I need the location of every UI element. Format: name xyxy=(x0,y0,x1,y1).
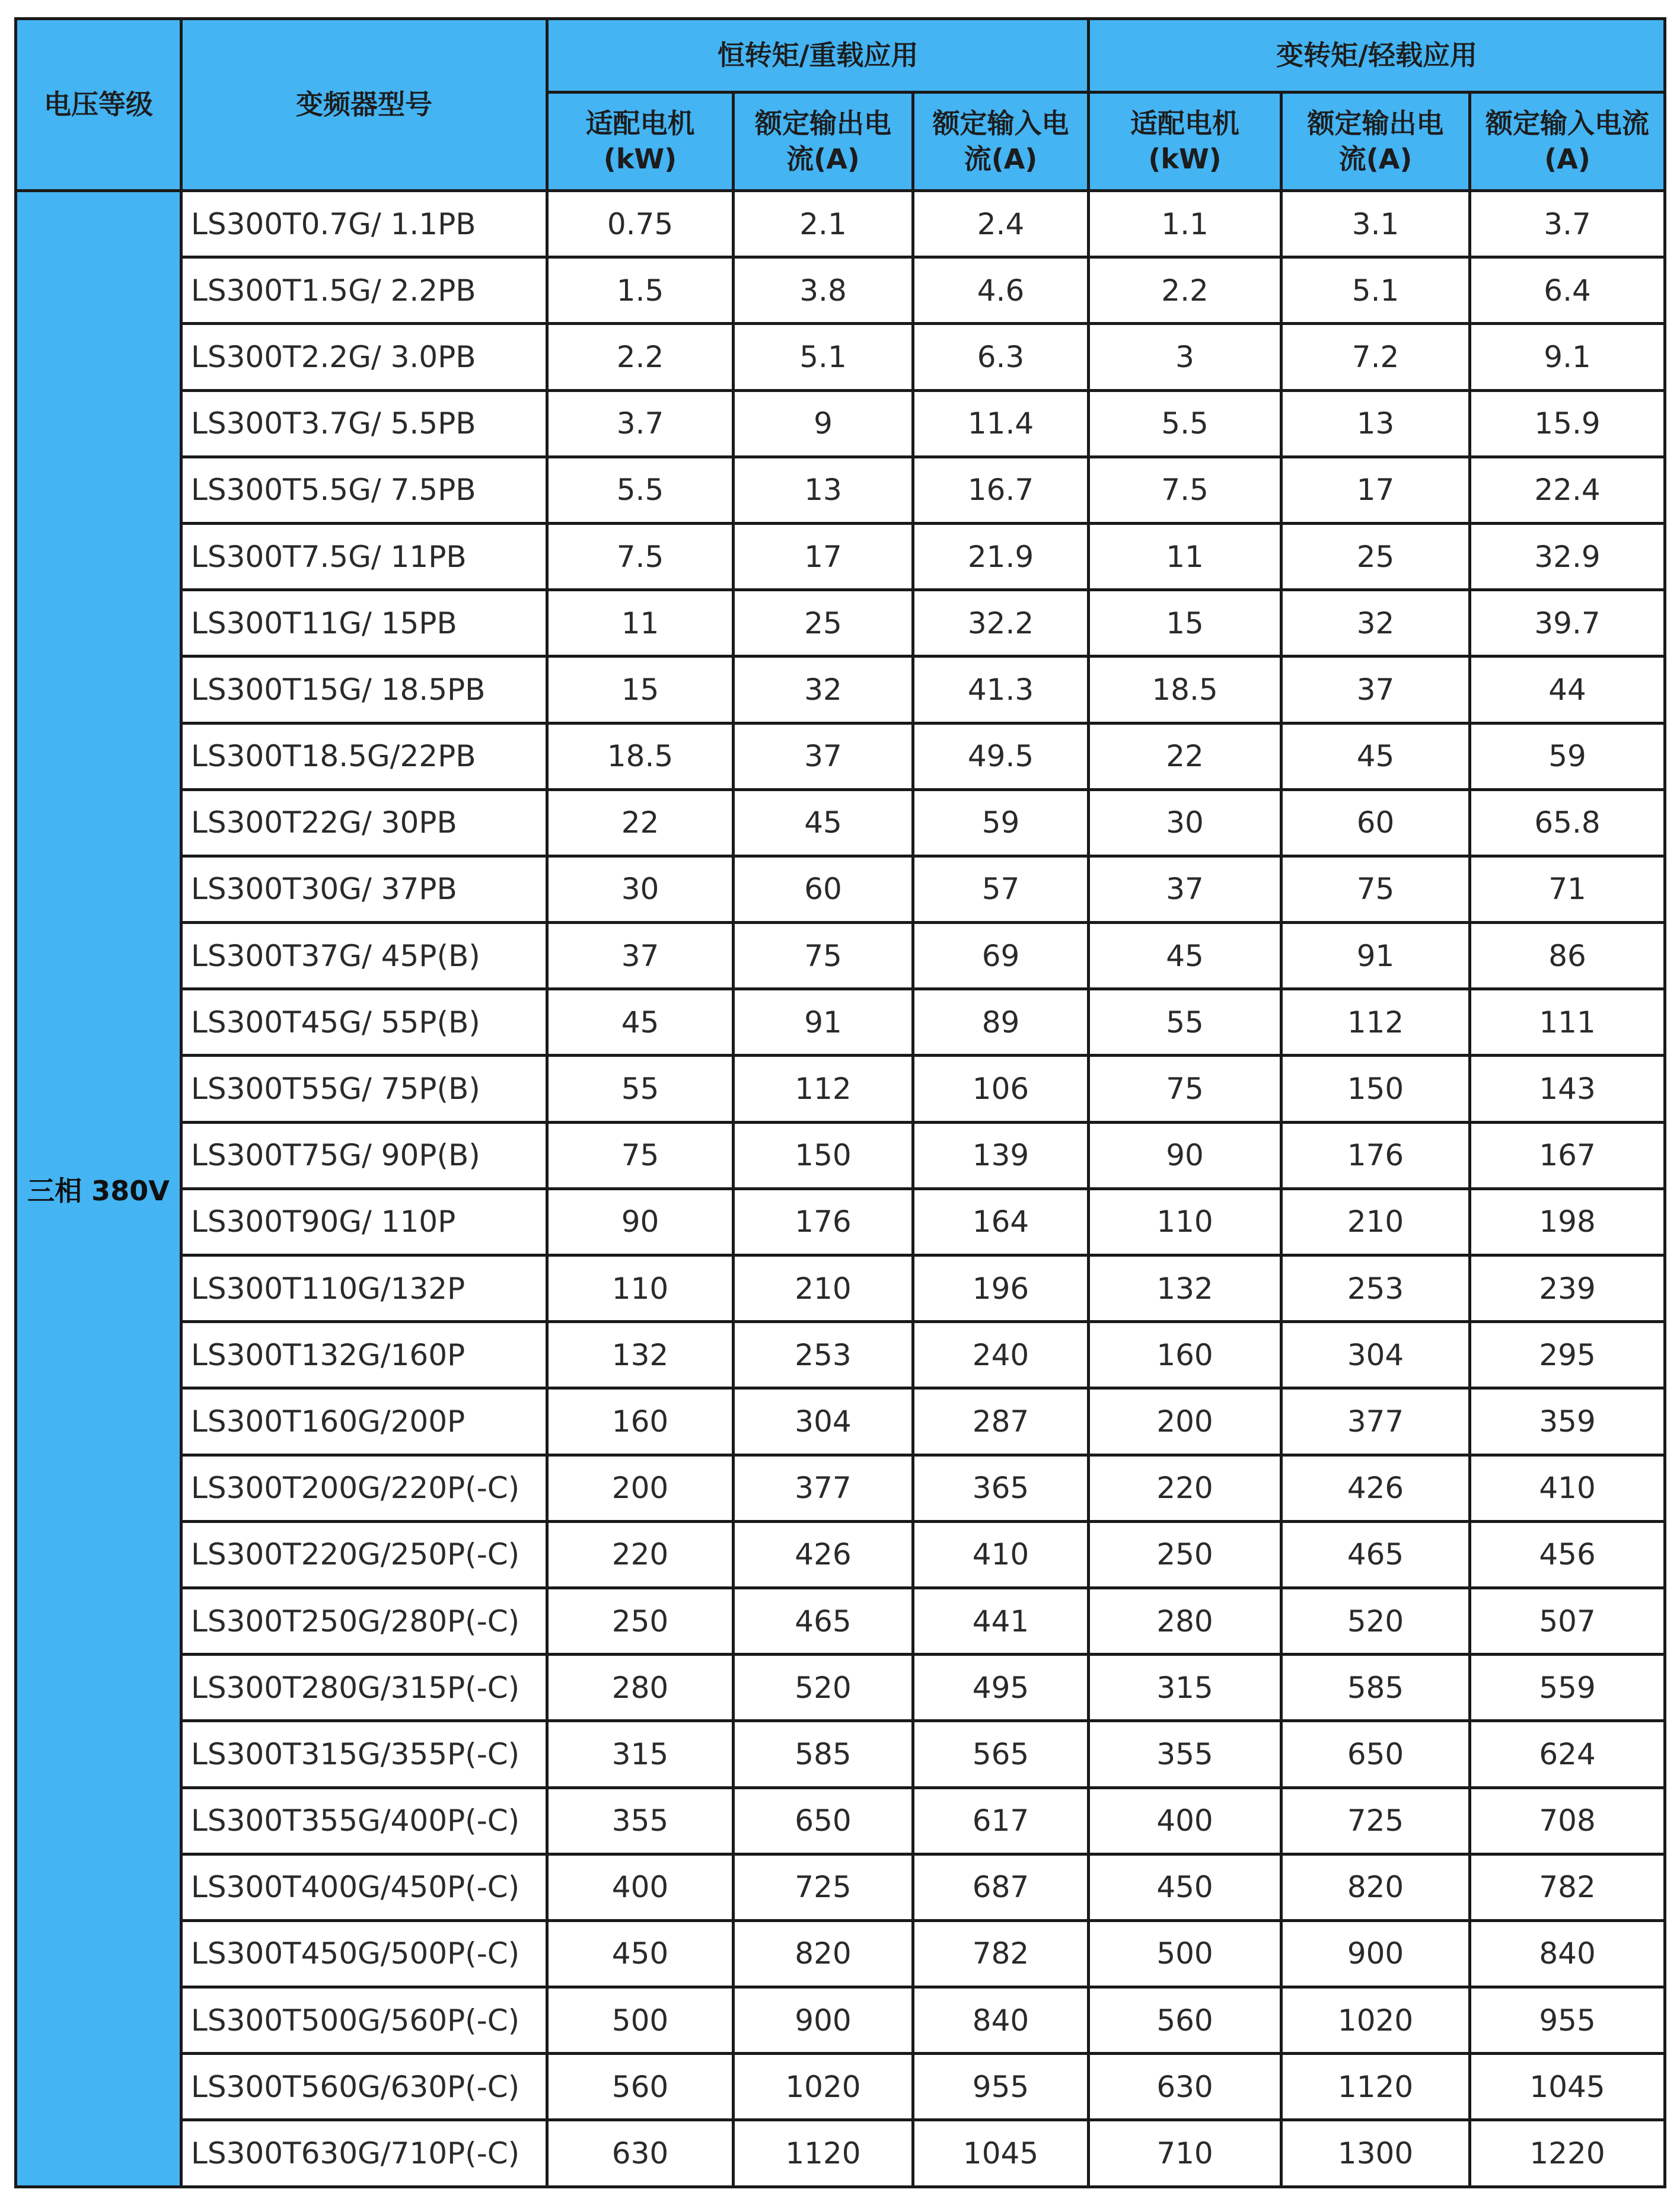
cell-model: LS300T0.7G/ 1.1PB xyxy=(181,191,547,257)
cell-heavy-output-current: 3.8 xyxy=(734,257,913,324)
cell-heavy-motor-kw: 3.7 xyxy=(547,390,734,457)
cell-light-input-current: 359 xyxy=(1470,1388,1665,1455)
cell-heavy-input-current: 49.5 xyxy=(913,723,1089,789)
cell-light-output-current: 25 xyxy=(1281,523,1470,589)
cell-light-motor-kw: 630 xyxy=(1089,2054,1281,2120)
table-row xyxy=(16,657,1665,723)
cell-model: LS300T560G/630P(-C) xyxy=(181,2054,547,2120)
cell-heavy-motor-kw: 30 xyxy=(547,856,734,922)
cell-heavy-output-current: 304 xyxy=(734,1388,913,1455)
table-row xyxy=(16,1854,1665,1920)
cell-model: LS300T90G/ 110P xyxy=(181,1188,547,1255)
cell-heavy-motor-kw: 132 xyxy=(547,1322,734,1388)
cell-heavy-input-current: 441 xyxy=(913,1588,1089,1654)
cell-light-motor-kw: 75 xyxy=(1089,1056,1281,1122)
cell-heavy-input-current: 6.3 xyxy=(913,324,1089,390)
cell-light-input-current: 59 xyxy=(1470,723,1665,789)
header-group-heavy: 恒转矩/重载应用 xyxy=(547,19,1089,93)
cell-light-output-current: 210 xyxy=(1281,1188,1470,1255)
cell-light-motor-kw: 250 xyxy=(1089,1521,1281,1588)
cell-light-output-current: 900 xyxy=(1281,1920,1470,1987)
cell-heavy-output-current: 17 xyxy=(734,523,913,589)
cell-heavy-motor-kw: 2.2 xyxy=(547,324,734,390)
header-heavy-output-current xyxy=(734,93,913,191)
cell-light-motor-kw: 3 xyxy=(1089,324,1281,390)
cell-light-motor-kw: 315 xyxy=(1089,1655,1281,1721)
cell-heavy-output-current: 465 xyxy=(734,1588,913,1654)
cell-heavy-output-current: 32 xyxy=(734,657,913,723)
cell-heavy-output-current: 37 xyxy=(734,723,913,789)
header-heavy-input-line2: 流(A) xyxy=(964,142,1038,175)
cell-heavy-motor-kw: 22 xyxy=(547,789,734,856)
cell-light-input-current: 782 xyxy=(1470,1854,1665,1920)
cell-light-motor-kw: 710 xyxy=(1089,2120,1281,2187)
cell-light-motor-kw: 37 xyxy=(1089,856,1281,922)
header-heavy-output-line1: 额定输出电 xyxy=(755,107,891,139)
cell-model: LS300T30G/ 37PB xyxy=(181,856,547,922)
cell-light-input-current: 44 xyxy=(1470,657,1665,723)
cell-light-input-current: 559 xyxy=(1470,1655,1665,1721)
header-voltage-level: 电压等级 xyxy=(16,19,181,191)
cell-light-output-current: 377 xyxy=(1281,1388,1470,1455)
cell-heavy-motor-kw: 0.75 xyxy=(547,191,734,257)
cell-model: LS300T11G/ 15PB xyxy=(181,590,547,657)
cell-model: LS300T37G/ 45P(B) xyxy=(181,923,547,989)
cell-heavy-input-current: 11.4 xyxy=(913,390,1089,457)
cell-light-input-current: 955 xyxy=(1470,1987,1665,2054)
cell-heavy-motor-kw: 220 xyxy=(547,1521,734,1588)
cell-heavy-output-current: 75 xyxy=(734,923,913,989)
cell-model: LS300T15G/ 18.5PB xyxy=(181,657,547,723)
cell-light-input-current: 1220 xyxy=(1470,2120,1665,2187)
table-row xyxy=(16,789,1665,856)
cell-heavy-output-current: 112 xyxy=(734,1056,913,1122)
cell-light-input-current: 239 xyxy=(1470,1255,1665,1322)
cell-light-output-current: 426 xyxy=(1281,1455,1470,1521)
table-row xyxy=(16,723,1665,789)
cell-light-input-current: 624 xyxy=(1470,1721,1665,1787)
table-row xyxy=(16,324,1665,390)
cell-heavy-input-current: 139 xyxy=(913,1122,1089,1188)
table-row xyxy=(16,523,1665,589)
cell-light-motor-kw: 500 xyxy=(1089,1920,1281,1987)
cell-heavy-output-current: 426 xyxy=(734,1521,913,1588)
cell-model: LS300T45G/ 55P(B) xyxy=(181,989,547,1056)
cell-light-input-current: 15.9 xyxy=(1470,390,1665,457)
cell-light-output-current: 465 xyxy=(1281,1521,1470,1588)
cell-model: LS300T55G/ 75P(B) xyxy=(181,1056,547,1122)
cell-model: LS300T7.5G/ 11PB xyxy=(181,523,547,589)
cell-heavy-output-current: 900 xyxy=(734,1987,913,2054)
cell-heavy-output-current: 1120 xyxy=(734,2120,913,2187)
cell-light-motor-kw: 90 xyxy=(1089,1122,1281,1188)
cell-light-input-current: 71 xyxy=(1470,856,1665,922)
cell-light-output-current: 3.1 xyxy=(1281,191,1470,257)
cell-light-motor-kw: 5.5 xyxy=(1089,390,1281,457)
cell-light-output-current: 75 xyxy=(1281,856,1470,922)
cell-light-output-current: 1300 xyxy=(1281,2120,1470,2187)
cell-heavy-output-current: 253 xyxy=(734,1322,913,1388)
cell-heavy-motor-kw: 37 xyxy=(547,923,734,989)
cell-light-motor-kw: 220 xyxy=(1089,1455,1281,1521)
table-row xyxy=(16,1521,1665,1588)
cell-heavy-output-current: 820 xyxy=(734,1920,913,1987)
cell-light-motor-kw: 132 xyxy=(1089,1255,1281,1322)
cell-heavy-output-current: 60 xyxy=(734,856,913,922)
header-light-motor xyxy=(1089,93,1281,191)
table-row xyxy=(16,989,1665,1056)
cell-heavy-motor-kw: 110 xyxy=(547,1255,734,1322)
cell-light-input-current: 39.7 xyxy=(1470,590,1665,657)
cell-light-input-current: 507 xyxy=(1470,1588,1665,1654)
cell-light-output-current: 650 xyxy=(1281,1721,1470,1787)
table-row xyxy=(16,590,1665,657)
cell-light-input-current: 22.4 xyxy=(1470,457,1665,523)
cell-light-motor-kw: 22 xyxy=(1089,723,1281,789)
table-row xyxy=(16,2120,1665,2187)
cell-heavy-motor-kw: 90 xyxy=(547,1188,734,1255)
cell-heavy-motor-kw: 1.5 xyxy=(547,257,734,324)
cell-heavy-output-current: 520 xyxy=(734,1655,913,1721)
cell-model: LS300T630G/710P(-C) xyxy=(181,2120,547,2187)
cell-light-input-current: 456 xyxy=(1470,1521,1665,1588)
cell-heavy-input-current: 16.7 xyxy=(913,457,1089,523)
cell-heavy-motor-kw: 55 xyxy=(547,1056,734,1122)
table-row xyxy=(16,1188,1665,1255)
voltage-level-cell: 三相 380V xyxy=(16,191,181,2187)
cell-model: LS300T3.7G/ 5.5PB xyxy=(181,390,547,457)
cell-heavy-output-current: 45 xyxy=(734,789,913,856)
cell-light-input-current: 840 xyxy=(1470,1920,1665,1987)
cell-heavy-output-current: 150 xyxy=(734,1122,913,1188)
cell-light-motor-kw: 400 xyxy=(1089,1787,1281,1854)
cell-light-output-current: 585 xyxy=(1281,1655,1470,1721)
table-row xyxy=(16,457,1665,523)
cell-model: LS300T220G/250P(-C) xyxy=(181,1521,547,1588)
cell-heavy-motor-kw: 250 xyxy=(547,1588,734,1654)
cell-heavy-input-current: 196 xyxy=(913,1255,1089,1322)
cell-model: LS300T450G/500P(-C) xyxy=(181,1920,547,1987)
cell-light-motor-kw: 280 xyxy=(1089,1588,1281,1654)
table-row xyxy=(16,1322,1665,1388)
cell-light-output-current: 820 xyxy=(1281,1854,1470,1920)
cell-light-output-current: 176 xyxy=(1281,1122,1470,1188)
table-row xyxy=(16,1388,1665,1455)
cell-light-motor-kw: 7.5 xyxy=(1089,457,1281,523)
cell-heavy-motor-kw: 630 xyxy=(547,2120,734,2187)
cell-heavy-output-current: 91 xyxy=(734,989,913,1056)
cell-heavy-input-current: 2.4 xyxy=(913,191,1089,257)
cell-light-motor-kw: 1.1 xyxy=(1089,191,1281,257)
spec-table xyxy=(14,17,1666,2188)
cell-light-input-current: 111 xyxy=(1470,989,1665,1056)
cell-light-output-current: 45 xyxy=(1281,723,1470,789)
cell-model: LS300T110G/132P xyxy=(181,1255,547,1322)
header-heavy-motor xyxy=(547,93,734,191)
cell-light-motor-kw: 45 xyxy=(1089,923,1281,989)
cell-heavy-output-current: 585 xyxy=(734,1721,913,1787)
cell-model: LS300T315G/355P(-C) xyxy=(181,1721,547,1787)
cell-light-motor-kw: 160 xyxy=(1089,1322,1281,1388)
header-light-output-line1: 额定输出电 xyxy=(1307,107,1444,139)
cell-heavy-input-current: 21.9 xyxy=(913,523,1089,589)
header-heavy-output-line2: 流(A) xyxy=(786,142,860,175)
cell-light-output-current: 304 xyxy=(1281,1322,1470,1388)
cell-heavy-input-current: 69 xyxy=(913,923,1089,989)
cell-heavy-input-current: 57 xyxy=(913,856,1089,922)
cell-light-motor-kw: 30 xyxy=(1089,789,1281,856)
cell-light-output-current: 725 xyxy=(1281,1787,1470,1854)
cell-heavy-input-current: 287 xyxy=(913,1388,1089,1455)
cell-heavy-input-current: 1045 xyxy=(913,2120,1089,2187)
cell-heavy-output-current: 2.1 xyxy=(734,191,913,257)
cell-heavy-motor-kw: 500 xyxy=(547,1987,734,2054)
cell-light-input-current: 1045 xyxy=(1470,2054,1665,2120)
cell-light-output-current: 37 xyxy=(1281,657,1470,723)
header-heavy-motor-line2: (kW) xyxy=(603,142,677,175)
table-row xyxy=(16,390,1665,457)
table-row xyxy=(16,1056,1665,1122)
cell-light-output-current: 1120 xyxy=(1281,2054,1470,2120)
cell-light-input-current: 167 xyxy=(1470,1122,1665,1188)
cell-model: LS300T355G/400P(-C) xyxy=(181,1787,547,1854)
cell-light-output-current: 7.2 xyxy=(1281,324,1470,390)
table-row xyxy=(16,923,1665,989)
cell-light-input-current: 198 xyxy=(1470,1188,1665,1255)
table-row xyxy=(16,1987,1665,2054)
cell-heavy-motor-kw: 7.5 xyxy=(547,523,734,589)
cell-heavy-input-current: 840 xyxy=(913,1987,1089,2054)
table-row xyxy=(16,191,1665,257)
cell-heavy-motor-kw: 160 xyxy=(547,1388,734,1455)
cell-light-output-current: 91 xyxy=(1281,923,1470,989)
cell-model: LS300T22G/ 30PB xyxy=(181,789,547,856)
cell-light-output-current: 253 xyxy=(1281,1255,1470,1322)
cell-heavy-output-current: 9 xyxy=(734,390,913,457)
cell-light-motor-kw: 15 xyxy=(1089,590,1281,657)
spec-table-body xyxy=(16,191,1665,2187)
table-row xyxy=(16,1122,1665,1188)
header-light-motor-line1: 适配电机 xyxy=(1130,107,1240,139)
cell-light-input-current: 708 xyxy=(1470,1787,1665,1854)
cell-light-output-current: 5.1 xyxy=(1281,257,1470,324)
table-row xyxy=(16,1255,1665,1322)
cell-light-motor-kw: 200 xyxy=(1089,1388,1281,1455)
cell-light-motor-kw: 18.5 xyxy=(1089,657,1281,723)
cell-light-input-current: 295 xyxy=(1470,1322,1665,1388)
header-light-input-line2: (A) xyxy=(1544,142,1590,175)
cell-heavy-input-current: 617 xyxy=(913,1787,1089,1854)
cell-heavy-input-current: 410 xyxy=(913,1521,1089,1588)
header-light-input-line1: 额定输入电流 xyxy=(1485,107,1650,139)
cell-heavy-input-current: 782 xyxy=(913,1920,1089,1987)
cell-light-output-current: 520 xyxy=(1281,1588,1470,1654)
header-light-output-current xyxy=(1281,93,1470,191)
cell-heavy-output-current: 725 xyxy=(734,1854,913,1920)
table-row xyxy=(16,2054,1665,2120)
cell-heavy-output-current: 25 xyxy=(734,590,913,657)
cell-model: LS300T500G/560P(-C) xyxy=(181,1987,547,2054)
cell-heavy-input-current: 32.2 xyxy=(913,590,1089,657)
cell-model: LS300T75G/ 90P(B) xyxy=(181,1122,547,1188)
table-row xyxy=(16,1787,1665,1854)
cell-heavy-output-current: 176 xyxy=(734,1188,913,1255)
table-row xyxy=(16,1920,1665,1987)
table-row xyxy=(16,856,1665,922)
cell-model: LS300T1.5G/ 2.2PB xyxy=(181,257,547,324)
cell-heavy-input-current: 687 xyxy=(913,1854,1089,1920)
cell-light-motor-kw: 450 xyxy=(1089,1854,1281,1920)
cell-heavy-motor-kw: 45 xyxy=(547,989,734,1056)
cell-heavy-motor-kw: 18.5 xyxy=(547,723,734,789)
cell-heavy-output-current: 5.1 xyxy=(734,324,913,390)
header-heavy-input-current xyxy=(913,93,1089,191)
cell-heavy-input-current: 59 xyxy=(913,789,1089,856)
cell-model: LS300T2.2G/ 3.0PB xyxy=(181,324,547,390)
cell-heavy-motor-kw: 315 xyxy=(547,1721,734,1787)
cell-light-motor-kw: 560 xyxy=(1089,1987,1281,2054)
cell-heavy-input-current: 89 xyxy=(913,989,1089,1056)
cell-heavy-input-current: 955 xyxy=(913,2054,1089,2120)
cell-heavy-output-current: 210 xyxy=(734,1255,913,1322)
cell-heavy-input-current: 495 xyxy=(913,1655,1089,1721)
header-model: 变频器型号 xyxy=(181,19,547,191)
cell-heavy-motor-kw: 200 xyxy=(547,1455,734,1521)
header-heavy-motor-line1: 适配电机 xyxy=(585,107,695,139)
cell-heavy-output-current: 650 xyxy=(734,1787,913,1854)
cell-heavy-motor-kw: 450 xyxy=(547,1920,734,1987)
cell-heavy-motor-kw: 11 xyxy=(547,590,734,657)
cell-model: LS300T5.5G/ 7.5PB xyxy=(181,457,547,523)
cell-model: LS300T18.5G/22PB xyxy=(181,723,547,789)
cell-light-output-current: 150 xyxy=(1281,1056,1470,1122)
cell-heavy-input-current: 106 xyxy=(913,1056,1089,1122)
cell-light-motor-kw: 110 xyxy=(1089,1188,1281,1255)
header-group-light: 变转矩/轻载应用 xyxy=(1089,19,1665,93)
header-light-input-current xyxy=(1470,93,1665,191)
header-heavy-input-line1: 额定输入电 xyxy=(932,107,1069,139)
cell-heavy-input-current: 240 xyxy=(913,1322,1089,1388)
cell-light-motor-kw: 55 xyxy=(1089,989,1281,1056)
table-row xyxy=(16,1455,1665,1521)
cell-heavy-output-current: 377 xyxy=(734,1455,913,1521)
cell-light-motor-kw: 11 xyxy=(1089,523,1281,589)
cell-light-input-current: 86 xyxy=(1470,923,1665,989)
cell-model: LS300T400G/450P(-C) xyxy=(181,1854,547,1920)
cell-heavy-motor-kw: 15 xyxy=(547,657,734,723)
table-row xyxy=(16,1588,1665,1654)
cell-light-output-current: 60 xyxy=(1281,789,1470,856)
cell-light-input-current: 143 xyxy=(1470,1056,1665,1122)
header-light-output-line2: 流(A) xyxy=(1338,142,1413,175)
cell-light-motor-kw: 355 xyxy=(1089,1721,1281,1787)
cell-model: LS300T160G/200P xyxy=(181,1388,547,1455)
cell-heavy-motor-kw: 75 xyxy=(547,1122,734,1188)
cell-light-input-current: 3.7 xyxy=(1470,191,1665,257)
table-row xyxy=(16,257,1665,324)
header-light-motor-line2: (kW) xyxy=(1148,142,1222,175)
cell-light-input-current: 6.4 xyxy=(1470,257,1665,324)
cell-heavy-motor-kw: 355 xyxy=(547,1787,734,1854)
cell-model: LS300T132G/160P xyxy=(181,1322,547,1388)
cell-heavy-input-current: 4.6 xyxy=(913,257,1089,324)
cell-light-input-current: 32.9 xyxy=(1470,523,1665,589)
cell-light-output-current: 17 xyxy=(1281,457,1470,523)
cell-heavy-motor-kw: 560 xyxy=(547,2054,734,2120)
cell-model: LS300T250G/280P(-C) xyxy=(181,1588,547,1654)
cell-heavy-input-current: 365 xyxy=(913,1455,1089,1521)
cell-model: LS300T200G/220P(-C) xyxy=(181,1455,547,1521)
cell-model: LS300T280G/315P(-C) xyxy=(181,1655,547,1721)
cell-heavy-input-current: 164 xyxy=(913,1188,1089,1255)
cell-light-output-current: 13 xyxy=(1281,390,1470,457)
cell-heavy-motor-kw: 280 xyxy=(547,1655,734,1721)
cell-light-input-current: 9.1 xyxy=(1470,324,1665,390)
table-row xyxy=(16,1655,1665,1721)
cell-heavy-motor-kw: 5.5 xyxy=(547,457,734,523)
cell-light-output-current: 112 xyxy=(1281,989,1470,1056)
cell-heavy-input-current: 565 xyxy=(913,1721,1089,1787)
cell-light-input-current: 65.8 xyxy=(1470,789,1665,856)
cell-heavy-output-current: 1020 xyxy=(734,2054,913,2120)
cell-heavy-output-current: 13 xyxy=(734,457,913,523)
cell-light-motor-kw: 2.2 xyxy=(1089,257,1281,324)
cell-heavy-input-current: 41.3 xyxy=(913,657,1089,723)
cell-heavy-motor-kw: 400 xyxy=(547,1854,734,1920)
cell-light-input-current: 410 xyxy=(1470,1455,1665,1521)
table-row xyxy=(16,1721,1665,1787)
cell-light-output-current: 1020 xyxy=(1281,1987,1470,2054)
cell-light-output-current: 32 xyxy=(1281,590,1470,657)
